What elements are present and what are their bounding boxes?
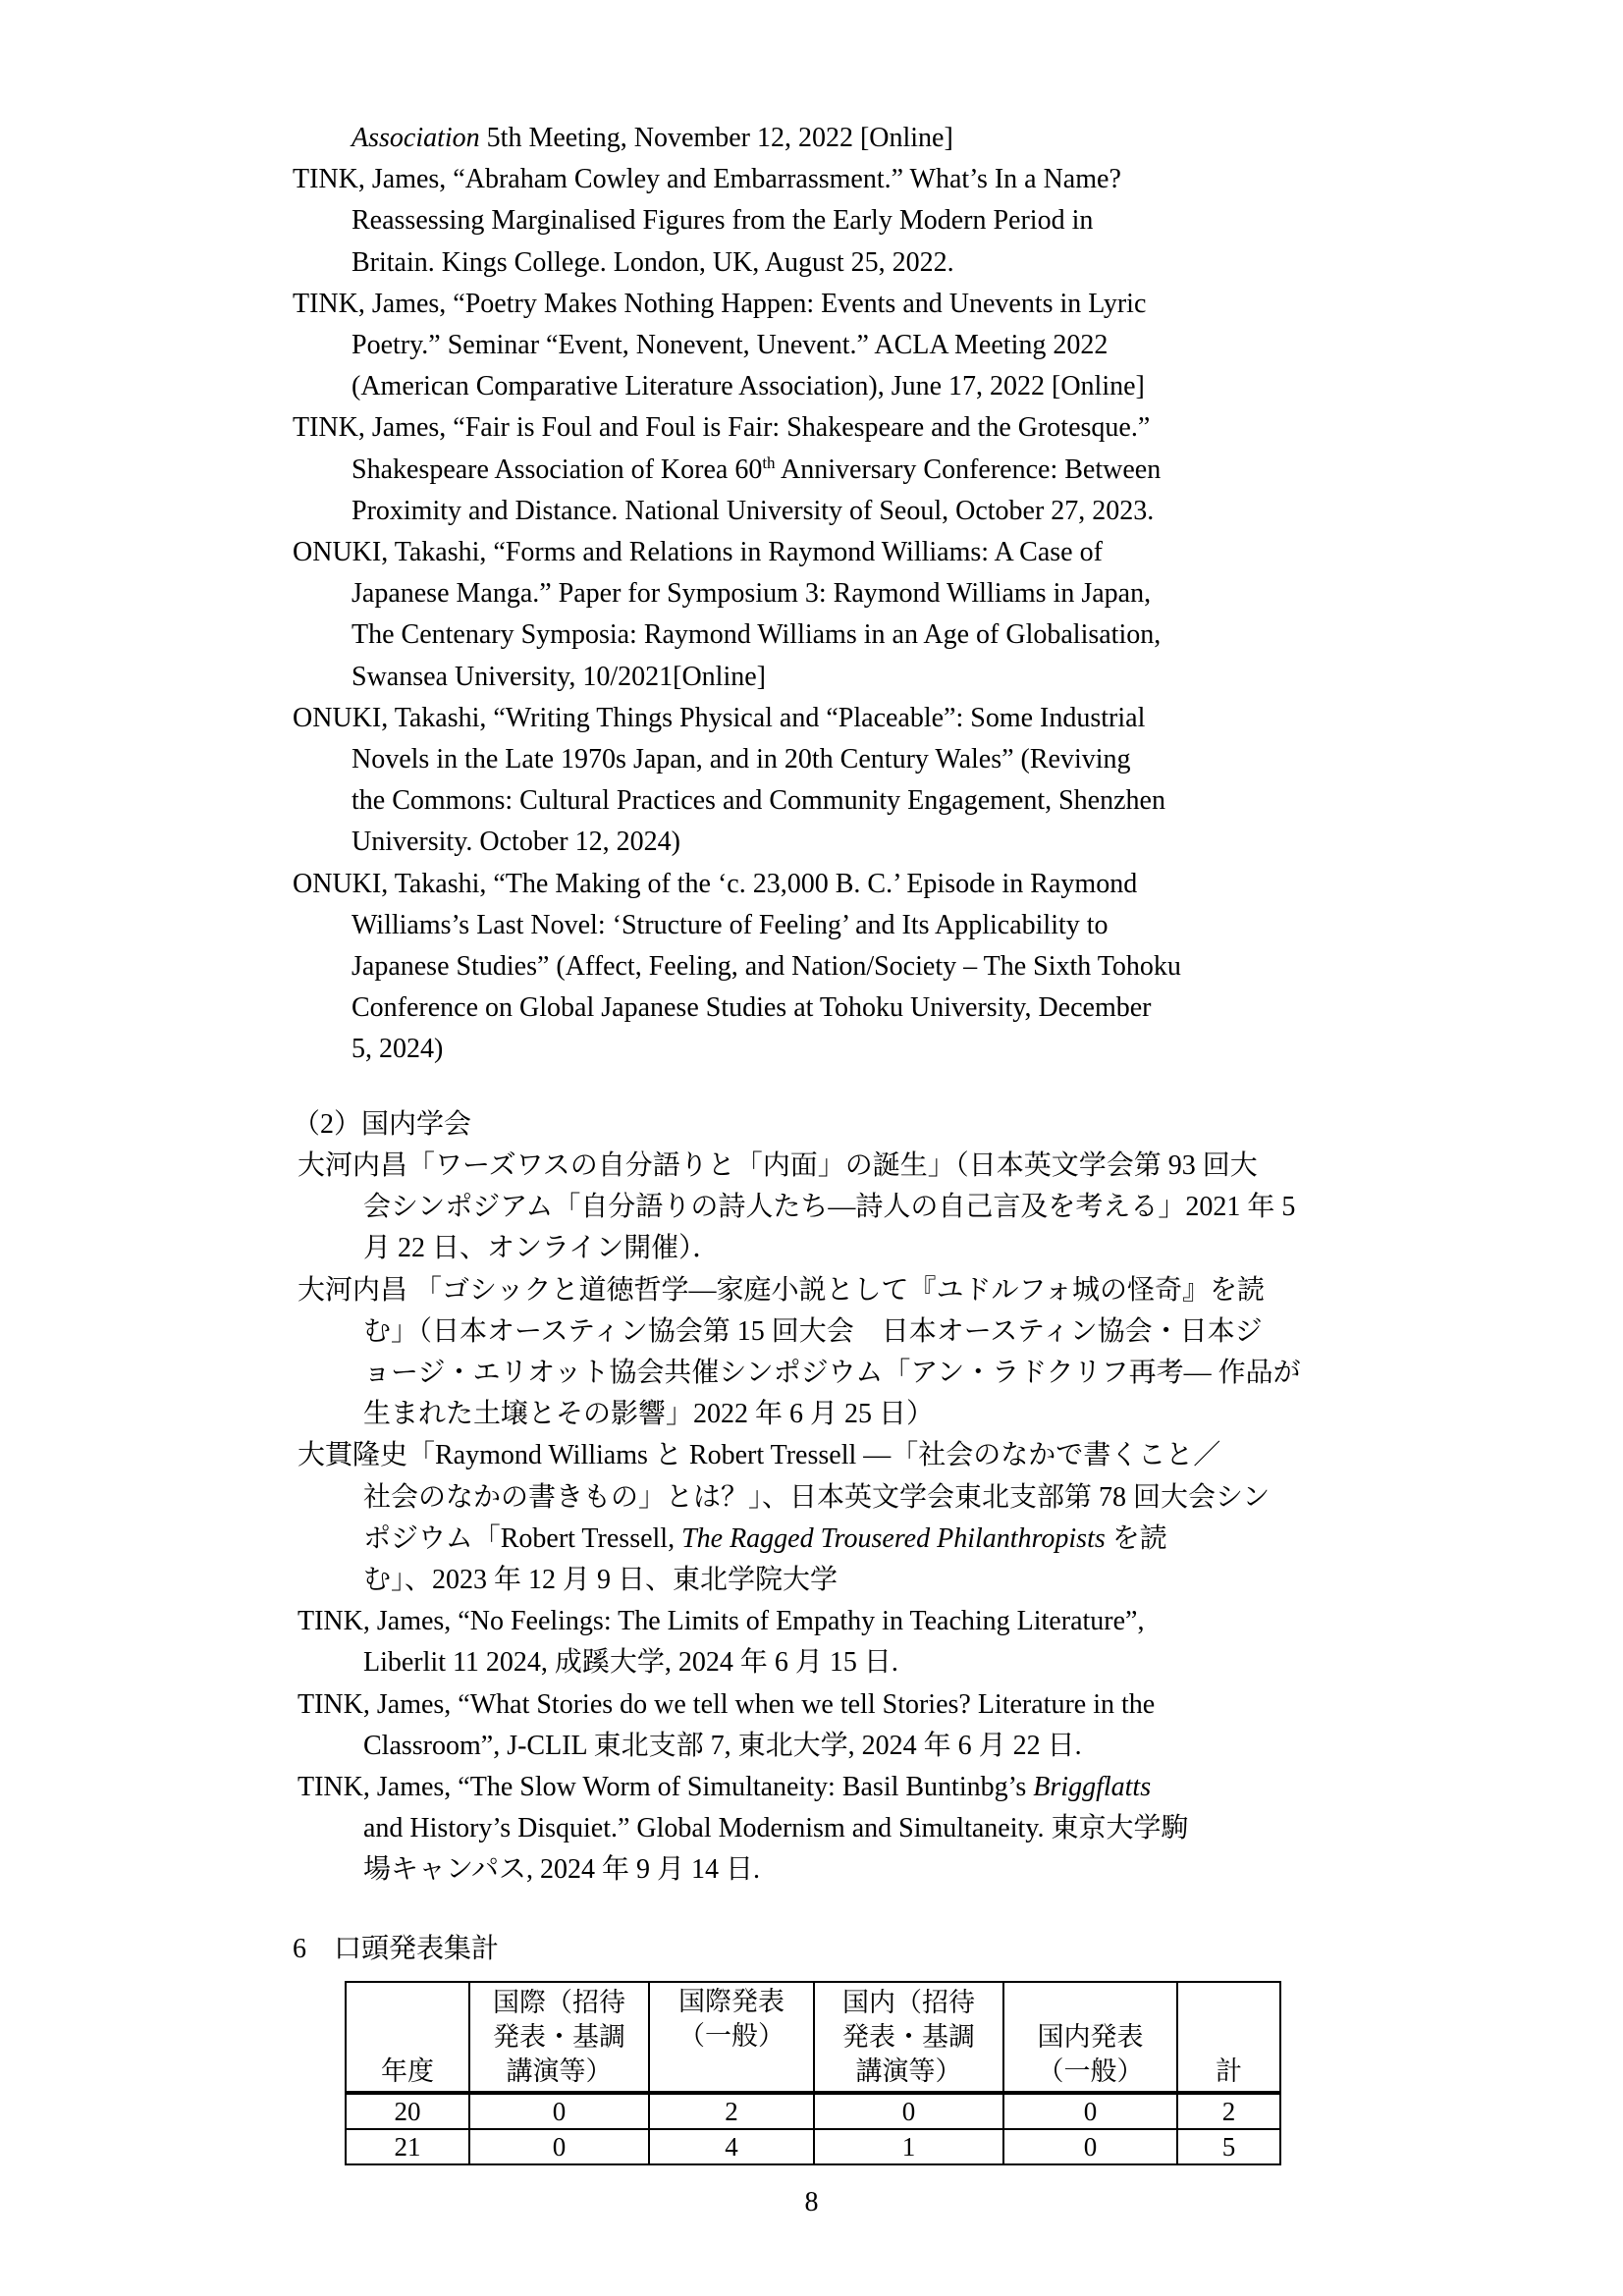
reference-line	[0, 1228, 1295, 1269]
header-domestic-general	[1003, 1982, 1177, 2093]
reference-line	[0, 1029, 1181, 1070]
year-cell: 20	[346, 2093, 469, 2129]
text-run: ポジウム「Robert Tressell,	[363, 1522, 682, 1554]
reference-line	[0, 1601, 1144, 1642]
header-year	[346, 1982, 469, 2093]
reference-line	[0, 284, 1146, 325]
text-run: TINK, James, “Poetry Makes Nothing Happen: Events and Unevents in Lyric	[293, 288, 1147, 319]
text-run: Anniversary Conference: Between	[775, 454, 1162, 485]
reference-entry	[0, 1767, 1188, 1892]
reference-entry	[0, 118, 953, 159]
text-run: Britain. Kings College. London, UK, August 25, 2022.	[352, 246, 954, 278]
text-run: Liberlit 11 2024, 成蹊大学, 2024 年 6 月 15 日.	[363, 1647, 898, 1679]
text-run: TINK, James, “What Stories do we tell when we tell Stories? Literature in the	[298, 1688, 1156, 1720]
year-cell: 21	[346, 2129, 469, 2164]
reference-line	[0, 532, 1161, 573]
reference-line	[0, 822, 1165, 863]
text-run: ョージ・エリオット協会共催シンポジウム「アン・ラドクリフ再考― 作品が	[363, 1357, 1301, 1388]
reference-line	[0, 698, 1165, 739]
reference-line	[0, 1726, 1155, 1767]
text-run: TINK, James, “No Feelings: The Limits of Empathy in Teaching Literature”,	[298, 1606, 1145, 1637]
reference-line	[0, 242, 1121, 284]
text-run: Reassessing Marginalised Figures from the Early Modern Period in	[352, 205, 1094, 237]
text-run: Novels in the Late 1970s Japan, and in 20th Century Wales” (Reviving	[352, 743, 1131, 774]
reference-entry	[0, 1435, 1270, 1601]
reference-line	[0, 1519, 1270, 1560]
reference-line	[0, 407, 1161, 449]
text-run: the Commons: Cultural Practices and Community Engagement, Shenzhen	[352, 785, 1165, 817]
header-text: （一般）	[1037, 2056, 1144, 2086]
text-run: TINK, James, “Abraham Cowley and Embarrassment.” What’s In a Name?	[293, 164, 1121, 195]
text-run: を読	[1105, 1522, 1167, 1554]
text-run: 5, 2024)	[352, 1034, 444, 1065]
text-run: Shakespeare Association of Korea 60	[352, 454, 763, 485]
header-text: 国際発表	[678, 1987, 784, 2016]
text-run: Swansea University, 10/2021[Online]	[352, 661, 766, 692]
text-run: ONUKI, Takashi, “Forms and Relations in Raymond Williams: A Case of	[293, 537, 1103, 567]
presentation-summary-table	[345, 1981, 1281, 2165]
reference-line	[0, 614, 1161, 656]
reference-line	[0, 657, 1161, 698]
header-text: （一般）	[678, 2021, 784, 2051]
page-number: 8	[804, 2187, 819, 2217]
reference-line	[0, 491, 1161, 532]
text-run: University. October 12, 2024)	[352, 827, 680, 858]
reference-line	[0, 159, 1121, 200]
reference-entry	[0, 1146, 1295, 1270]
count-cell: 0	[469, 2093, 649, 2129]
reference-line	[0, 780, 1165, 822]
text-run: 5th Meeting, November 12, 2022 [Online]	[479, 123, 953, 153]
count-cell: 0	[1003, 2093, 1177, 2129]
text-run: Japanese Manga.” Paper for Symposium 3: Raymond Williams in Japan,	[352, 578, 1152, 610]
reference-line	[0, 325, 1146, 366]
reference-line	[0, 118, 953, 159]
header-text: 講演等）	[506, 2056, 613, 2086]
text-run: 月 22 日、オンライン開催）．	[363, 1233, 721, 1264]
text-run: む」（日本オースティン協会第 15 回大会 日本オースティン協会・日本ジ	[363, 1315, 1263, 1347]
reference-line	[0, 1270, 1301, 1311]
reference-line	[0, 905, 1181, 946]
reference-line	[0, 200, 1121, 241]
reference-entry	[0, 1270, 1301, 1436]
reference-entry	[0, 698, 1165, 864]
presentation-summary-heading: 6 口頭発表集計	[293, 1934, 500, 1964]
header-intl-invited	[469, 1982, 649, 2093]
italic-title: Association	[352, 123, 480, 153]
count-cell: 0	[1003, 2129, 1177, 2164]
text-run: Classroom”, J-CLIL 東北支部 7, 東北大学, 2024 年 6 月 22 日.	[363, 1730, 1082, 1761]
count-cell: 1	[814, 2129, 1003, 2164]
count-cell: 0	[469, 2129, 649, 2164]
text-run: 大河内昌 「ゴシックと道徳哲学―家庭小説として『ユドルフォ城の怪奇』を読	[298, 1274, 1266, 1306]
text-run: TINK, James, “The Slow Worm of Simultaneity: Basil Buntinbg’s	[298, 1772, 1034, 1802]
count-cell: 2	[1177, 2093, 1280, 2129]
header-text: 国際（招待	[493, 1988, 625, 2017]
header-text	[650, 2054, 813, 2088]
reference-line	[0, 1642, 1144, 1683]
header-text: 発表・基調	[493, 2022, 625, 2052]
count-cell: 0	[814, 2093, 1003, 2129]
reference-line	[0, 1435, 1270, 1476]
count-cell: 2	[649, 2093, 814, 2129]
header-text: 講演等）	[855, 2056, 962, 2086]
text-run: 社会のなかの書きもの」とは？」、日本英文学会東北支部第 78 回大会シン	[363, 1481, 1271, 1513]
header-total	[1177, 1982, 1280, 2093]
reference-line	[0, 1187, 1295, 1228]
reference-line	[0, 1684, 1155, 1726]
reference-line	[0, 988, 1181, 1029]
reference-line	[0, 1353, 1301, 1394]
reference-entry	[0, 864, 1181, 1071]
header-text: 年度	[381, 2056, 434, 2086]
text-run: and History’s Disquiet.” Global Modernism and Simultaneity. 東京大学駒	[363, 1813, 1189, 1844]
reference-line	[0, 1146, 1295, 1187]
reference-line	[0, 1311, 1301, 1353]
reference-entry	[0, 1601, 1144, 1683]
header-text: 発表・基調	[842, 2022, 975, 2052]
text-run: ONUKI, Takashi, “Writing Things Physical and “Placeable”: Some Industrial	[293, 702, 1146, 733]
italic-title: The Ragged Trousered Philanthropists	[681, 1522, 1106, 1554]
reference-line	[0, 1394, 1301, 1435]
reference-line	[0, 1477, 1270, 1519]
text-run: The Centenary Symposia: Raymond Williams in an Age of Globalisation,	[352, 619, 1162, 651]
italic-title: Briggflatts	[1033, 1772, 1152, 1802]
reference-entry	[0, 284, 1146, 408]
text-run: Proximity and Distance. National University of Seoul, October 27, 2023.	[352, 495, 1155, 526]
header-text: 計	[1216, 2056, 1242, 2086]
text-run: 大河内昌「ワーズワスの自分語りと「内面」の誕生」（日本英文学会第 93 回大	[298, 1150, 1258, 1181]
text-run: 会シンポジアム「自分語りの詩人たち―詩人の自己言及を考える」2021 年 5	[363, 1192, 1296, 1223]
reference-entry	[0, 1684, 1155, 1767]
reference-line	[0, 573, 1161, 614]
reference-entry	[0, 532, 1161, 698]
text-run: 生まれた土壌とその影響」2022 年 6 月 25 日）	[363, 1399, 935, 1430]
table-header-row	[346, 1982, 1280, 2093]
reference-line	[0, 946, 1181, 988]
text-run: Conference on Global Japanese Studies at Tohoku University, December	[352, 992, 1152, 1024]
text-run: ONUKI, Takashi, “The Making of the ‘c. 23,000 B. C.’ Episode in Raymond	[293, 868, 1138, 899]
header-intl-general	[649, 1982, 814, 2093]
count-cell: 4	[649, 2129, 814, 2164]
domestic-conferences-heading: （2）国内学会	[293, 1109, 472, 1140]
reference-line	[0, 739, 1165, 780]
text-run: TINK, James, “Fair is Foul and Foul is Fair: Shakespeare and the Grotesque.”	[293, 412, 1151, 444]
reference-line	[0, 1808, 1188, 1849]
header-text: 国内（招待	[842, 1988, 975, 2017]
count-cell: 5	[1177, 2129, 1280, 2164]
text-run: Poetry.” Seminar “Event, Nonevent, Unevent.” ACLA Meeting 2022	[352, 329, 1109, 360]
text-run: む」、2023 年 12 月 9 日、東北学院大学	[363, 1564, 839, 1595]
text-run: Williams’s Last Novel: ‘Structure of Feeling’ and Its Applicability to	[352, 909, 1109, 940]
header-domestic-invited	[814, 1982, 1003, 2093]
reference-line	[0, 1849, 1188, 1891]
text-run: 場キャンパス, 2024 年 9 月 14 日.	[363, 1854, 761, 1886]
reference-line	[0, 864, 1181, 905]
reference-entry	[0, 407, 1161, 532]
text-run: 大貫隆史「Raymond Williams と Robert Tressell ―「社会のなかで書くこと／	[298, 1440, 1221, 1471]
text-run: th	[762, 453, 776, 472]
header-text: 国内発表	[1037, 2022, 1144, 2052]
text-run: Japanese Studies” (Affect, Feeling, and Nation/Society – The Sixth Tohoku	[352, 950, 1181, 982]
table-row	[346, 2093, 1280, 2129]
reference-line	[0, 450, 1161, 491]
reference-line	[0, 1767, 1188, 1808]
text-run: (American Comparative Literature Association), June 17, 2022 [Online]	[352, 371, 1145, 402]
table-row	[346, 2129, 1280, 2164]
reference-line	[0, 366, 1146, 407]
reference-line	[0, 1560, 1270, 1601]
reference-entry	[0, 159, 1121, 284]
